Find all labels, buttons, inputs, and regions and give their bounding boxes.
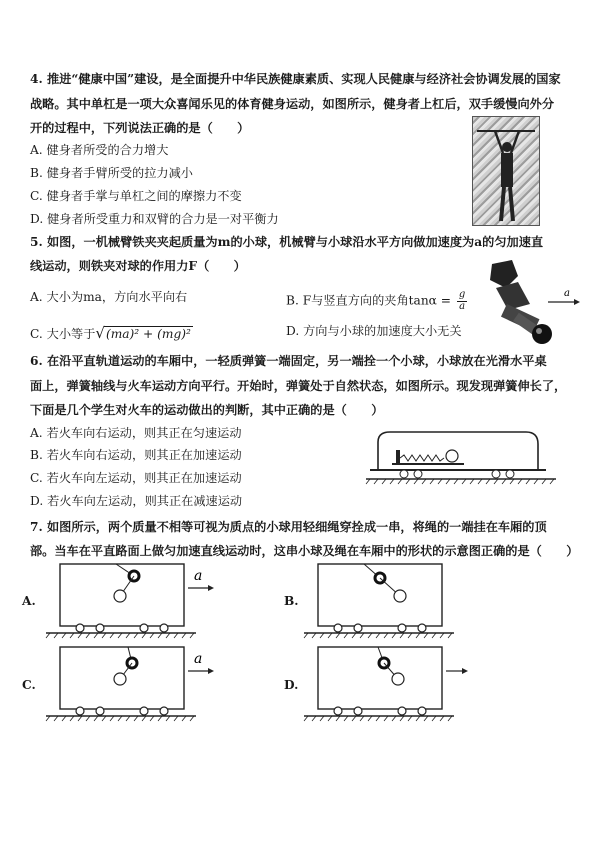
q5-option-b-text: B. F与竖直方向的夹角tanα = (286, 293, 451, 308)
q7-label-a: A. (22, 594, 36, 608)
q6-option-a: A. 若火车向右运动，则其正在匀速运动 (30, 426, 242, 440)
q5-option-b-numerator: g (458, 289, 466, 300)
q7-line2: 部。当车在平直路面上做匀加速直线运动时，这串小球及绳在车厢中的形状的示意图正确的是（ ） (30, 544, 579, 558)
q5-option-b-denominator: a (459, 300, 466, 312)
q4-option-c: C. 健身者手掌与单杠之间的摩擦力不变 (30, 189, 242, 203)
train-car-figure (366, 420, 566, 486)
q7-line1: 7. 如图所示，两个质量不相等可视为质点的小球用轻细绳穿拴成一串，将绳的一端挂在车厢的顶 (30, 520, 547, 534)
q6-option-c: C. 若火车向左运动，则其正在加速运动 (30, 471, 242, 485)
q5-option-c: C. 大小等于√(ma)² + (mg)² (30, 324, 191, 342)
q4-option-a: A. 健身者所受的合力增大 (30, 143, 169, 157)
q6-line1: 6. 在沿平直轨道运动的车厢中，一轻质弹簧一端固定，另一端拴一个小球，小球放在光滑水平桌 (30, 354, 547, 368)
q7-car-b (304, 562, 494, 642)
q5-option-b (286, 290, 467, 312)
q4-line2: 战略。其中单杠是一项大众喜闻乐见的体育健身运动，如图所示，健身者上杠后，双手缓慢向外分 (30, 97, 555, 111)
q7-label-d: D. (284, 678, 299, 692)
q7-label-b: B. (284, 594, 299, 608)
q5-line2: 线运动，则铁夹对球的作用力F（ ） (30, 259, 246, 273)
q4-option-b: B. 健身者手臂所受的拉力减小 (30, 166, 193, 180)
q5-option-d: D. 方向与小球的加速度大小无关 (286, 324, 462, 338)
q6-line2: 面上，弹簧轴线与火车运动方向平行。开始时，弹簧处于自然状态，如图所示。现发现弹簧伸长了， (30, 379, 567, 393)
q7-car-c (46, 645, 236, 725)
q5-line1: 5. 如图，一机械臂铁夹夹起质量为m的小球，机械臂与小球沿水平方向做加速度为a的匀加速直 (30, 235, 544, 249)
q7-car-a (46, 562, 236, 642)
q7-car-d (304, 645, 494, 725)
q6-option-d: D. 若火车向左运动，则其正在减速运动 (30, 494, 243, 508)
q4-line1: 4. 推进“健康中国”建设，是全面提升中华民族健康素质、实现人民健康与经济社会协调发展的国家 (30, 72, 561, 86)
q7-car-a-accel-label: a (194, 568, 203, 584)
pullup-photo (472, 116, 540, 226)
q6-line3: 下面是几个学生对火车的运动做出的判断，其中正确的是（ ） (30, 403, 384, 417)
q7-label-c: C. (22, 678, 36, 692)
robot-arm-figure (478, 258, 578, 348)
q7-car-c-accel-label: a (194, 651, 203, 667)
q5-option-a: A. 大小为ma，方向水平向右 (30, 290, 188, 304)
pullup-figure (473, 117, 539, 225)
q6-option-b: B. 若火车向右运动，则其正在加速运动 (30, 448, 242, 462)
robot-arm-accel-label: a (564, 288, 570, 299)
q4-line3: 开的过程中，下列说法正确的是（ ） (30, 121, 250, 135)
q4-option-d: D. 健身者所受重力和双臂的合力是一对平衡力 (30, 212, 279, 226)
q5-option-c-expression: (ma)² + (mg)² (105, 327, 191, 341)
q5-option-c-prefix: C. 大小等于 (30, 327, 96, 341)
